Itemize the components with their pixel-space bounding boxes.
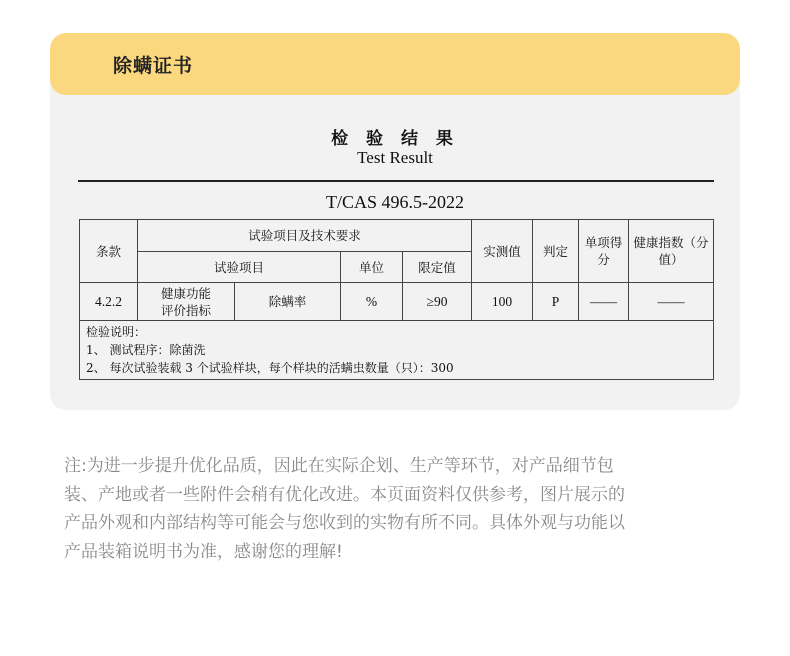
header-limit: 限定值 xyxy=(403,252,472,283)
cell-limit: ≥90 xyxy=(403,283,472,321)
notes-heading: 检验说明： xyxy=(86,325,147,339)
notes-line-1: 1、 测试程序：除菌洗 xyxy=(86,343,206,357)
cell-unit: % xyxy=(341,283,403,321)
cell-health-index: —— xyxy=(629,283,714,321)
cell-item: 除螨率 xyxy=(235,283,341,321)
certificate-card xyxy=(50,33,740,410)
cell-measured: 100 xyxy=(472,283,533,321)
header-judgment: 判定 xyxy=(533,220,579,283)
disclaimer-line-2: 装、产地或者一些附件会稍有优化改进。本页面资料仅供参考，图片展示的 xyxy=(64,484,625,505)
cell-category: 健康功能评价指标 xyxy=(138,283,235,321)
title-divider xyxy=(78,180,714,182)
header-unit: 单位 xyxy=(341,252,403,283)
disclaimer-line-3: 产品外观和内部结构等可能会与您收到的实物有所不同。具体外观与功能以 xyxy=(64,513,625,533)
card-title: 除螨证书 xyxy=(113,54,194,77)
cell-clause: 4.2.2 xyxy=(80,283,138,321)
standard-number: T/CAS 496.5-2022 xyxy=(325,192,464,212)
document-title-cn: 检 验 结 果 xyxy=(331,129,459,149)
header-test-item: 试验项目 xyxy=(138,252,341,283)
header-requirements: 试验项目及技术要求 xyxy=(138,220,472,252)
cell-judgment: P xyxy=(533,283,579,321)
notes-line-2: 2、 每次试验装载 3 个试验样块，每个样块的活螨虫数量（只）：300 xyxy=(86,361,454,375)
document-title-en: Test Result xyxy=(357,148,433,167)
header-measured: 实测值 xyxy=(472,220,533,283)
cell-single-score: —— xyxy=(579,283,629,321)
test-result-table xyxy=(79,219,714,380)
header-single-score: 单项得分 xyxy=(579,220,629,283)
table-row xyxy=(80,283,714,321)
disclaimer-line-4: 产品装箱说明书为准，感谢您的理解! xyxy=(64,541,343,562)
card-header xyxy=(50,33,740,95)
disclaimer-note xyxy=(64,452,744,566)
header-clause: 条款 xyxy=(80,220,138,283)
test-notes xyxy=(80,321,714,380)
disclaimer-line-1: 注:为进一步提升优化品质，因此在实际企划、生产等环节，对产品细节包 xyxy=(64,456,614,476)
header-health-index: 健康指数（分值） xyxy=(629,220,714,283)
